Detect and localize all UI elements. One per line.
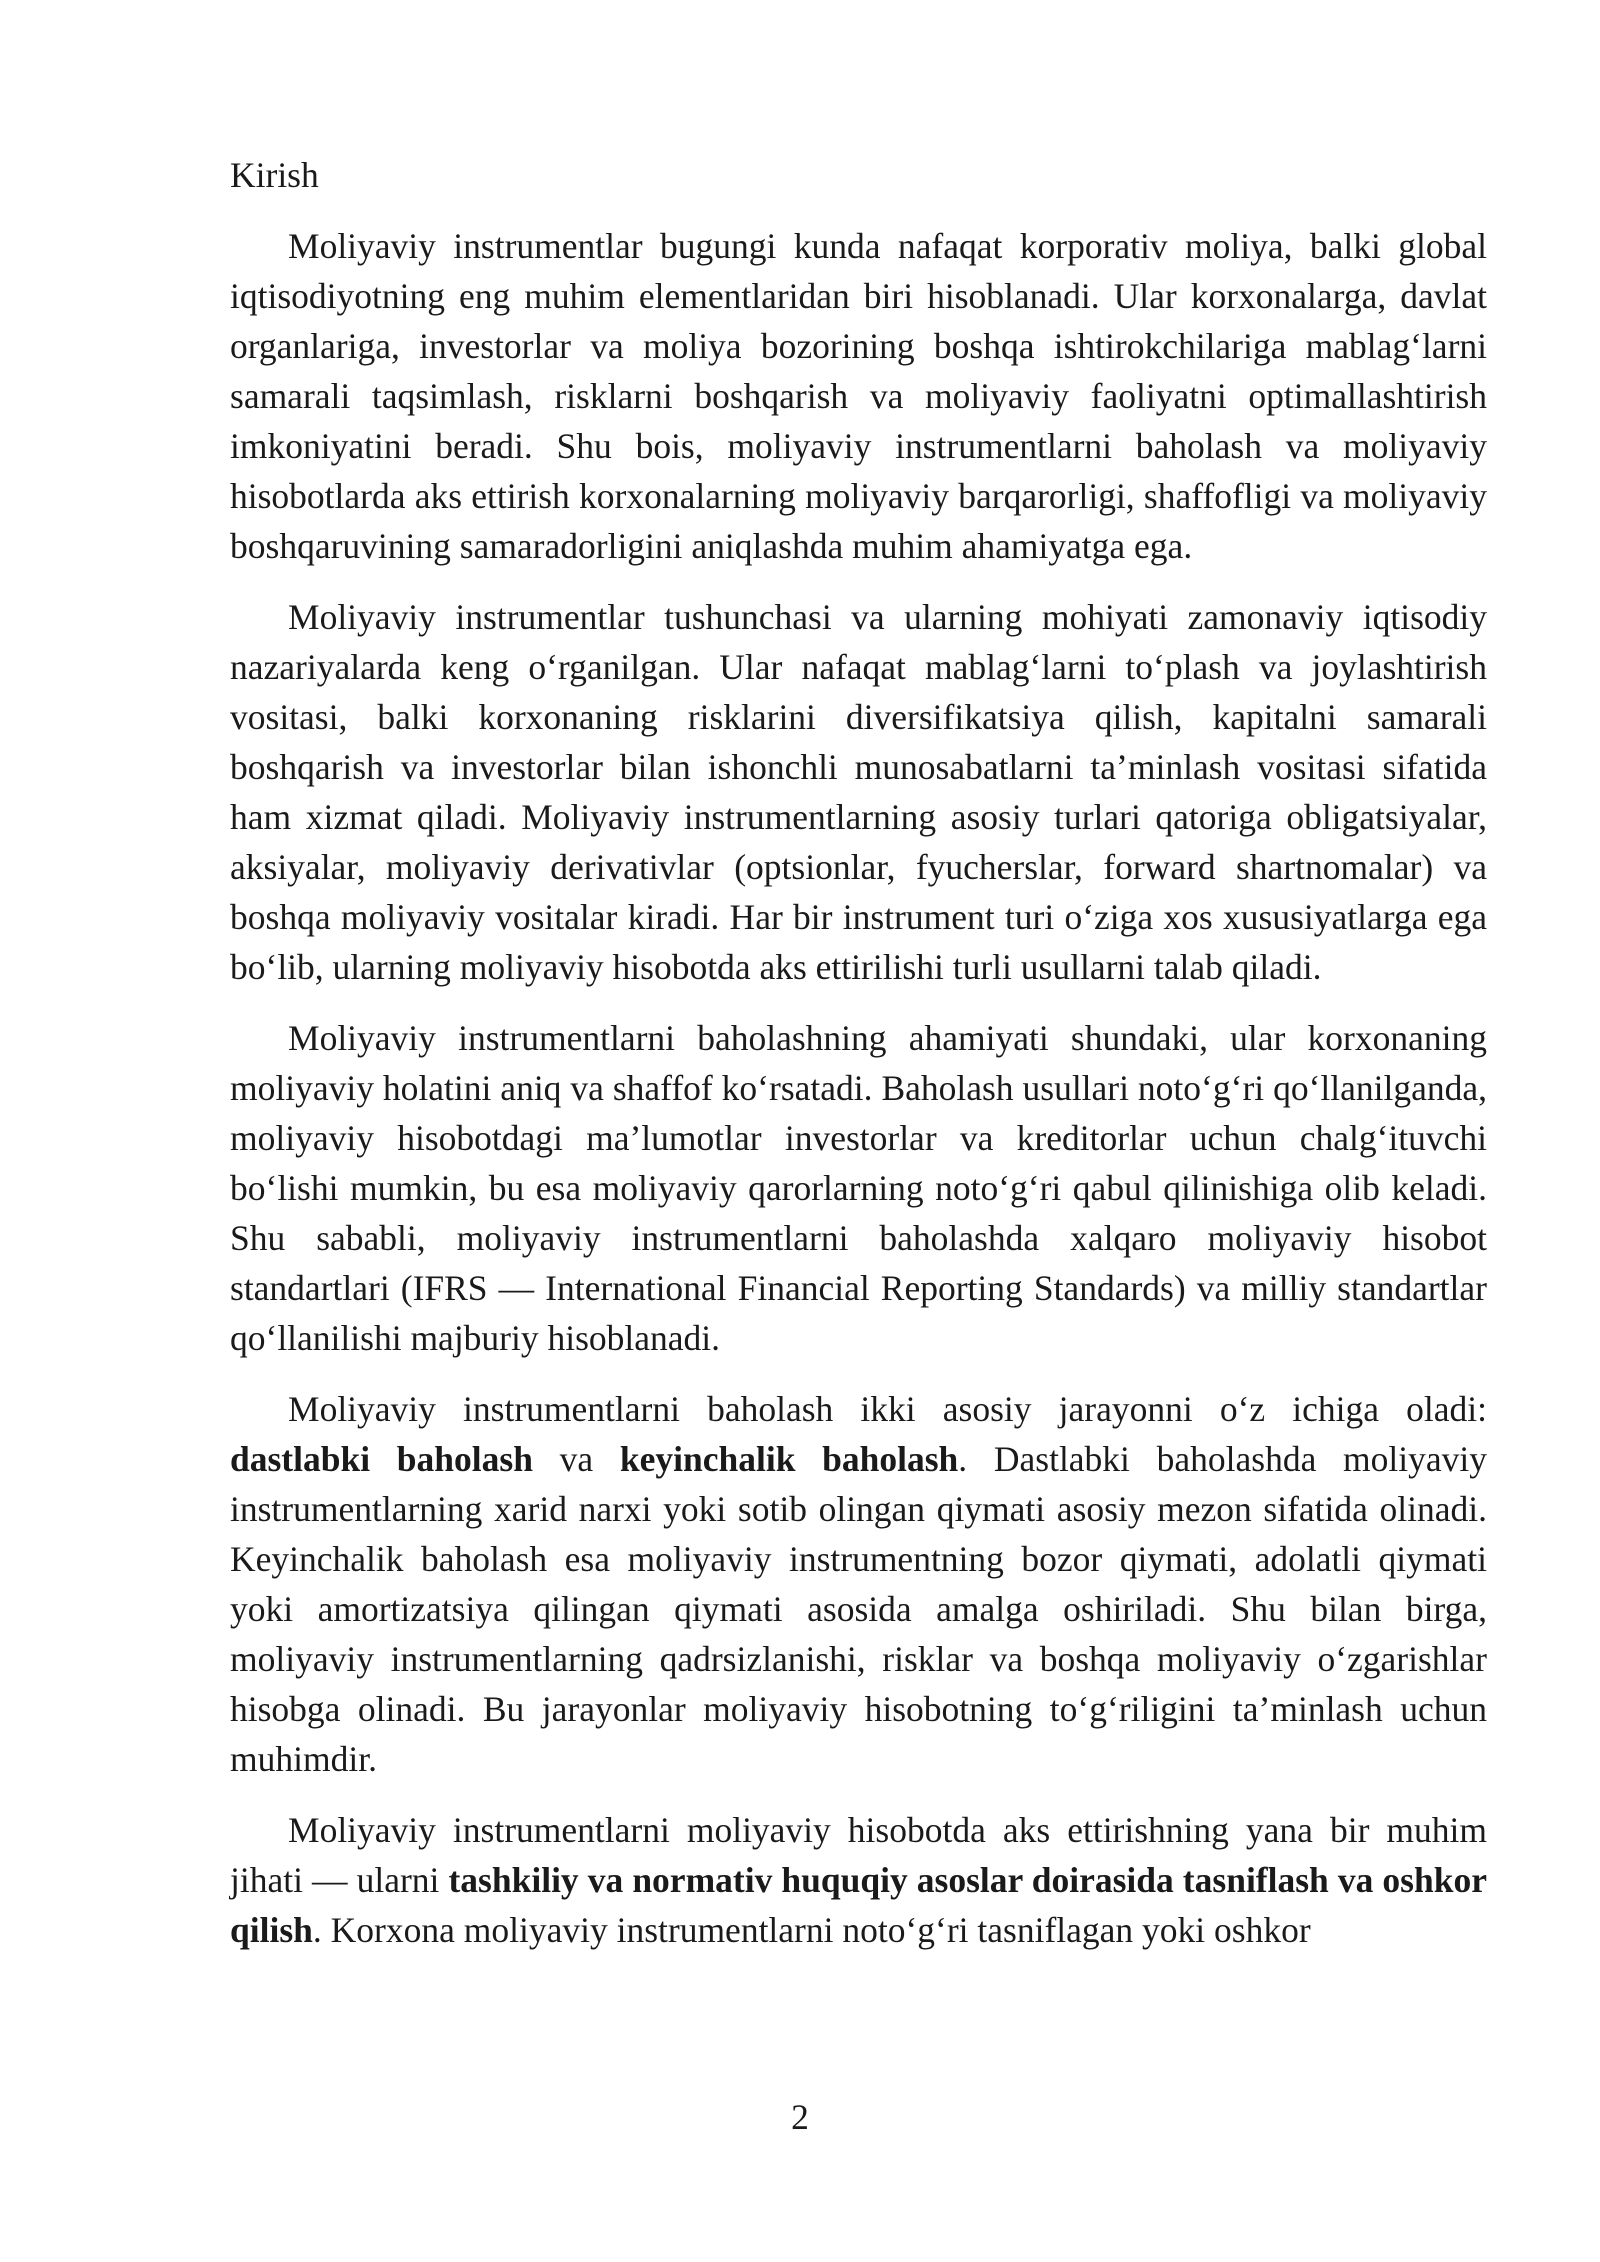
text-run: . Dastlabki baholashda moliyaviy instrumentlarning xarid narxi yoki sotib olingan qiymati asosiy mezon sifatida olinadi. Keyinchalik baholash esa moliyaviy instrumentning bozor qiymati, adolatli qiymati yoki amortizatsiya qilingan qiymati asosida amalga oshiriladi. Shu bilan birga, moliyaviy instrumentlarning qadrsizlanishi, risklar va boshqa moliyaviy o‘zgarishlar hisobga olinadi. Bu jarayonlar moliyaviy hisobotning to‘g‘riligini ta’minlash uchun muhimdir.	[230, 1439, 1487, 1779]
page-number: 2	[791, 2097, 809, 2137]
paragraph-list	[230, 221, 1487, 1955]
body-paragraph	[230, 592, 1487, 992]
body-paragraph	[230, 1013, 1487, 1363]
text-run: . Korxona moliyaviy instrumentlarni noto‘g‘ri tasniflagan yoki oshkor	[312, 1910, 1311, 1950]
bold-phrase: dastlabki baholash	[230, 1439, 533, 1479]
document-body	[230, 150, 1487, 1976]
text-run: Moliyaviy instrumentlarni baholashning ahamiyati shundaki, ular korxonaning moliyaviy holatini aniq va shaffof ko‘rsatadi. Baholash usullari noto‘g‘ri qo‘llanilganda, moliyaviy hisobotdagi ma’lumotlar investorlar va kreditorlar uchun chalg‘ituvchi bo‘lishi mumkin, bu esa moliyaviy qarorlarning noto‘g‘ri qabul qilinishiga olib keladi. Shu sababli, moliyaviy instrumentlarni baholashda xalqaro moliyaviy hisobot standartlari (IFRS — International Financial Reporting Standards) va milliy standartlar qo‘llanilishi majburiy hisoblanadi.	[230, 1018, 1487, 1358]
body-paragraph	[230, 1384, 1487, 1784]
body-paragraph	[230, 221, 1487, 571]
body-paragraph	[230, 1805, 1487, 1955]
text-run: va	[532, 1439, 620, 1479]
section-heading: Kirish	[230, 155, 319, 195]
bold-phrase: keyinchalik baholash	[619, 1439, 959, 1479]
bold-phrase: tashkiliy va normativ huquqiy asoslar doirasida tasniflash va oshkor qilish	[230, 1860, 1487, 1950]
text-run: Moliyaviy instrumentlarni moliyaviy hisobotda aks ettirishning yana bir muhim jihati — ularni	[230, 1810, 1487, 1900]
text-run: Moliyaviy instrumentlar bugungi kunda nafaqat korporativ moliya, balki global iqtisodiyotning eng muhim elementlaridan biri hisoblanadi. Ular korxonalarga, davlat organlariga, investorlar va moliya bozorining boshqa ishtirokchilariga mablag‘larni samarali taqsimlash, risklarni boshqarish va moliyaviy faoliyatni optimallashtirish imkoniyatini beradi. Shu bois, moliyaviy instrumentlarni baholash va moliyaviy hisobotlarda aks ettirish korxonalarning moliyaviy barqarorligi, shaffofligi va moliyaviy boshqaruvining samaradorligini aniqlashda muhim ahamiyatga ega.	[230, 226, 1487, 566]
text-run: Moliyaviy instrumentlarni baholash ikki asosiy jarayonni o‘z ichiga oladi:	[288, 1389, 1487, 1429]
text-run: Moliyaviy instrumentlar tushunchasi va ularning mohiyati zamonaviy iqtisodiy nazariyalarda keng o‘rganilgan. Ular nafaqat mablag‘larni to‘plash va joylashtirish vositasi, balki korxonaning risklarini diversifikatsiya qilish, kapitalni samarali boshqarish va investorlar bilan ishonchli munosabatlarni ta’minlash vositasi sifatida ham xizmat qiladi. Moliyaviy instrumentlarning asosiy turlari qatoriga obligatsiyalar, aksiyalar, moliyaviy derivativlar (optsionlar, fyucherslar, forward shartnomalar) va boshqa moliyaviy vositalar kiradi. Har bir instrument turi o‘ziga xos xususiyatlarga ega bo‘lib, ularning moliyaviy hisobotda aks ettirilishi turli usullarni talab qiladi.	[230, 597, 1487, 987]
